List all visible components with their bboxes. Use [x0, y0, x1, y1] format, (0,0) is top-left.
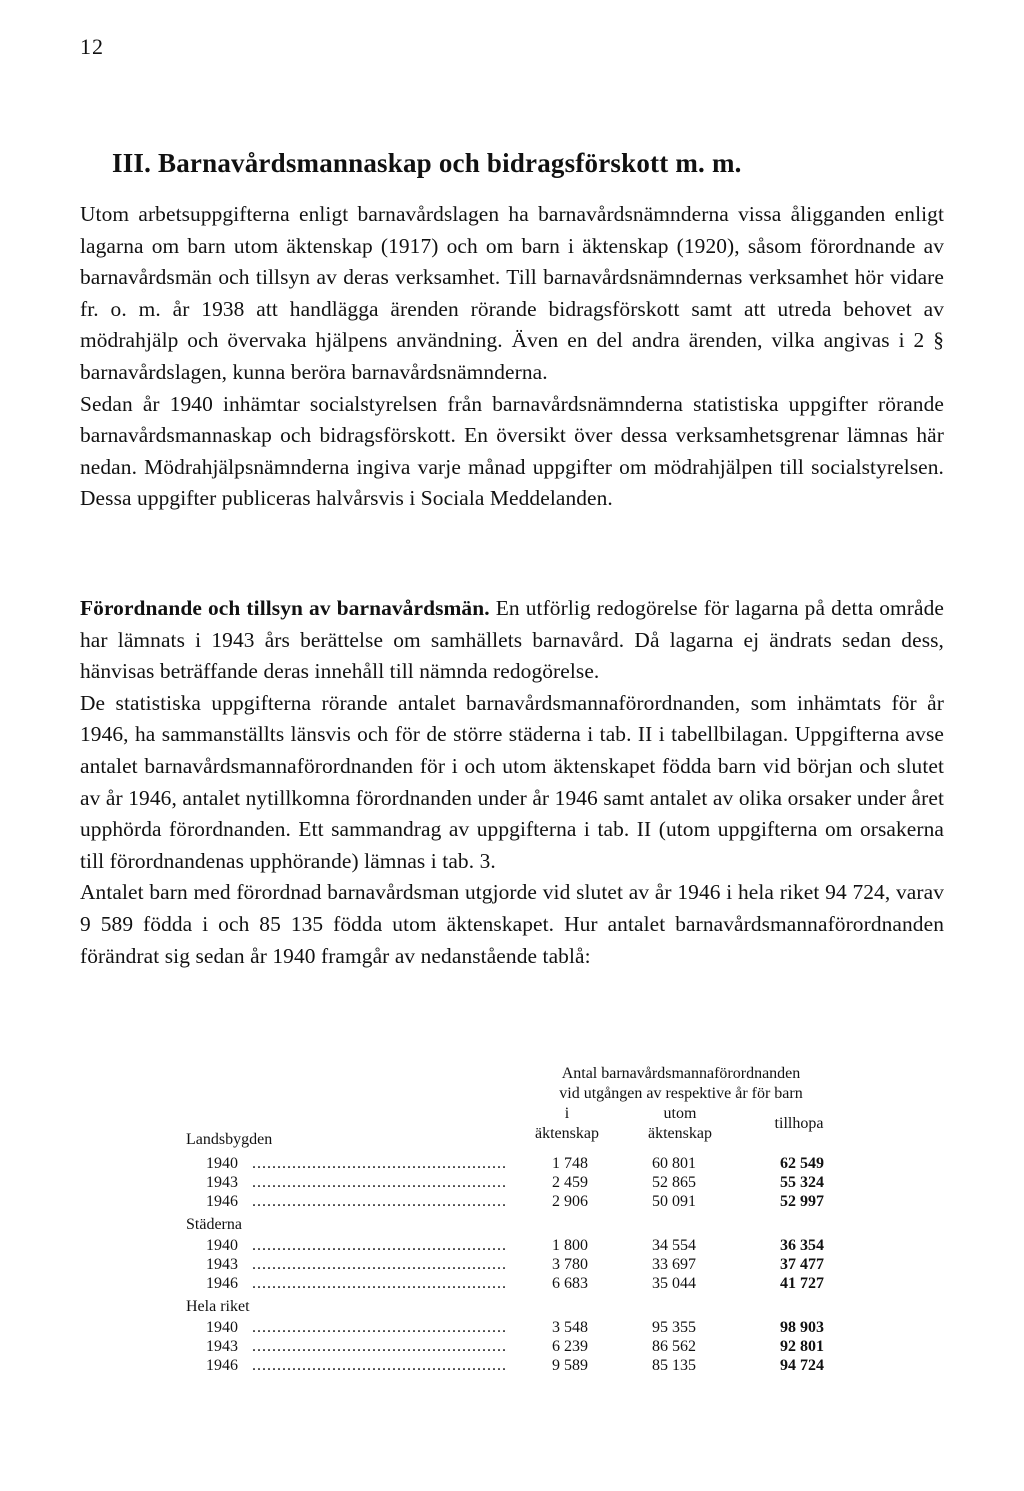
row-year: 1940: [206, 1155, 238, 1172]
cell-total: 92 801: [780, 1338, 824, 1355]
cell-i: 6 239: [552, 1338, 588, 1355]
cell-utom: 86 562: [652, 1338, 696, 1355]
group-label: Landsbygden: [186, 1131, 273, 1148]
cell-total: 94 724: [780, 1357, 824, 1374]
group-label: Hela riket: [186, 1298, 250, 1315]
row-year: 1943: [206, 1338, 238, 1355]
row-year: 1943: [206, 1256, 238, 1273]
cell-total: 36 354: [780, 1237, 824, 1254]
table-row: [186, 1318, 846, 1337]
page-number: 12: [80, 34, 104, 59]
cell-utom: 85 135: [652, 1357, 696, 1374]
paragraph: De statistiska uppgifterna rörande antalet barnavårdsmannaförordnanden, som inhämtats för år 1946, ha sammanställts länsvis och för de större städerna i tab. II i tabellbilagan. Uppgifterna avse antalet barnavårdsmannaförordnanden för i och utom äktenskapet födda barn vid början och slutet av år 1946, antalet nytillkomna förordnanden under år 1946 samt antalet av olika orsaker under året upphörda förordnanden. Ett sammandrag av uppgifterna i tab. II (utom uppgifterna om orsakerna till förordnandenas upphörande) lämnas i tab. 3.: [80, 690, 944, 873]
table-header: [186, 1064, 846, 1154]
cell-i: 1 748: [552, 1155, 588, 1172]
cell-utom: 60 801: [652, 1155, 696, 1172]
table-row: [186, 1337, 846, 1356]
cell-utom: 35 044: [652, 1275, 696, 1292]
leader-dots: ...................................................: [252, 1237, 507, 1254]
cell-utom: 50 091: [652, 1193, 696, 1210]
cell-utom: 95 355: [652, 1319, 696, 1336]
row-year: 1946: [206, 1357, 238, 1374]
cell-i: 2 459: [552, 1174, 588, 1191]
cell-i: 2 906: [552, 1193, 588, 1210]
paragraph: Antalet barn med förordnad barnavårdsman utgjorde vid slutet av år 1946 i hela riket 94 724, varav 9 589 födda i och 85 135 födda utom äktenskapet. Hur antalet barnavårdsmannaförordnanden förändrat sig sedan år 1940 framgår av nedanstående tablå:: [80, 880, 944, 968]
leader-dots: ...................................................: [252, 1319, 507, 1336]
paragraph: Utom arbetsuppgifterna enligt barnavårdslagen ha barnavårdsnämnderna vissa åligganden enligt lagarna om barn utom äktenskap (1917) och om barn i äktenskap (1920), såsom förordnande av barnavårdsmän och tillsyn av deras verksamhet. Till barnavårdsnämndernas verksamhet hör vidare fr. o. m. år 1938 att handlägga ärenden rörande bidragsförskott samt att utreda behovet av mödrahjälp och övervaka hjälpens användning. Även en del andra ärenden, vilka angivas i 2 § barnavårdslagen, kunna beröra barnavårdsnämnderna.: [80, 202, 944, 384]
cell-total: 55 324: [780, 1174, 824, 1191]
table-row: [186, 1274, 846, 1293]
row-year: 1940: [206, 1319, 238, 1336]
column-header-line: utom: [663, 1105, 697, 1122]
cell-total: 98 903: [780, 1319, 824, 1336]
section-text: [80, 593, 944, 972]
cell-total: 62 549: [780, 1155, 824, 1172]
leader-dots: ...................................................: [252, 1338, 507, 1355]
cell-utom: 52 865: [652, 1174, 696, 1191]
row-year: 1946: [206, 1275, 238, 1292]
table-row: [186, 1356, 846, 1375]
table-row: [186, 1192, 846, 1211]
paragraph: Sedan år 1940 inhämtar socialstyrelsen från barnavårdsnämnderna statistiska uppgifter rörande barnavårdsmannaskap och bidragsförskott. En översikt över dessa verksamhetsgrenar lämnas här nedan. Mödrahjälpsnämnderna ingiva varje månad uppgifter om mödrahjälpen till socialstyrelsen. Dessa uppgifter publiceras halvårsvis i Sociala Meddelanden.: [80, 391, 944, 511]
spanning-header-line: Antal barnavårdsmannaförordnanden: [561, 1065, 801, 1082]
leader-dots: ...................................................: [252, 1275, 507, 1292]
section-first-paragraph: En utförlig redogörelse för lagarna på detta område har lämnats i 1943 års berättelse om samhällets barnavård. Då lagarna ej ändrats sedan dess, hänvisas beträffande deras innehåll till nämnda redogörelse.: [80, 596, 944, 684]
table-row: [186, 1154, 846, 1173]
intro-text: [80, 199, 944, 515]
column-header-line: i: [564, 1105, 570, 1122]
table-row: [186, 1173, 846, 1192]
row-year: 1943: [206, 1174, 238, 1191]
column-header-i-aktenskap: [512, 1104, 622, 1144]
statistics-table: [186, 1064, 846, 1375]
spanning-header-line: vid utgången av respektive år för barn: [559, 1085, 803, 1102]
leader-dots: ...................................................: [252, 1256, 507, 1273]
cell-i: 1 800: [552, 1237, 588, 1254]
cell-total: 37 477: [780, 1256, 824, 1273]
column-header-tillhopa: tillhopa: [774, 1115, 824, 1132]
cell-i: 6 683: [552, 1275, 588, 1292]
column-header-line: äktenskap: [535, 1125, 599, 1142]
row-year: 1946: [206, 1193, 238, 1210]
leader-dots: ...................................................: [252, 1357, 507, 1374]
cell-total: 41 727: [780, 1275, 824, 1292]
cell-utom: 33 697: [652, 1256, 696, 1273]
row-year: 1940: [206, 1237, 238, 1254]
leader-dots: ...................................................: [252, 1174, 507, 1191]
column-header-utom-aktenskap: [622, 1104, 738, 1144]
column-header-line: äktenskap: [648, 1125, 712, 1142]
section-title: Förordnande och tillsyn av barnavårdsmän.: [80, 596, 490, 620]
cell-i: 3 780: [552, 1256, 588, 1273]
spanning-header: [516, 1064, 846, 1104]
cell-total: 52 997: [780, 1193, 824, 1210]
paragraph: [80, 593, 944, 688]
chapter-heading: III. Barnavårdsmannaskap och bidragsförskott m. m.: [112, 148, 742, 178]
cell-i: 3 548: [552, 1319, 588, 1336]
table-row: [186, 1236, 846, 1255]
cell-i: 9 589: [552, 1357, 588, 1374]
table-row: [186, 1255, 846, 1274]
group-label: Städerna: [186, 1216, 242, 1233]
cell-utom: 34 554: [652, 1237, 696, 1254]
leader-dots: ...................................................: [252, 1193, 507, 1210]
leader-dots: ...................................................: [252, 1155, 507, 1172]
